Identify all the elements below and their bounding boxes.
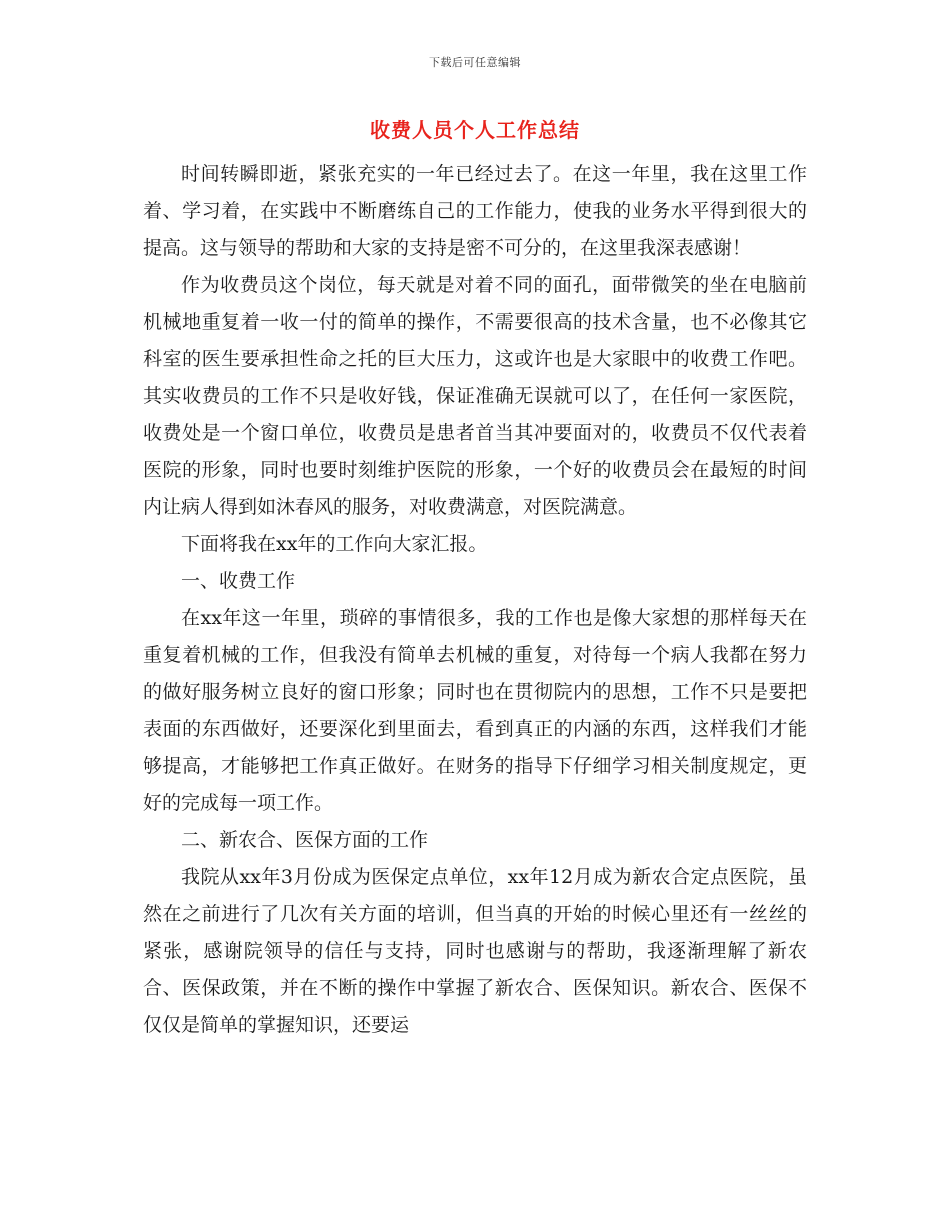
header-note: 下载后可任意编辑	[429, 56, 521, 69]
paragraph-report-intro: 下面将我在xx年的工作向大家汇报。	[181, 533, 488, 555]
paragraph-section-2: 我院从xx年3月份成为医保定点单位，xx年12月成为新农合定点医院，虽然在之前进行了几次有关方面的培训，但当真的开始的时候心里还有一丝丝的紧张，感谢院领导的信任与支持，同时也感谢与的帮助，我逐渐理解了新农合、医保政策，并在不断的操作中掌握了新农合、医保知识。新农合、医保不仅仅是简单的掌握知识，还要运	[143, 866, 807, 1036]
section-heading-1: 一、收费工作	[181, 570, 296, 592]
paragraph-section-1: 在xx年这一年里，琐碎的事情很多，我的工作也是像大家想的那样每天在重复着机械的工作，但我没有简单去机械的重复，对待每一个病人我都在努力的做好服务树立良好的窗口形象；同时也在贯彻院内的思想，工作不只是要把表面的东西做好，还要深化到里面去，看到真正的内涵的东西，这样我们才能够提高，才能够把工作真正做好。在财务的指导下仔细学习相关制度规定，更好的完成每一项工作。	[143, 607, 807, 814]
paragraph-role: 作为收费员这个岗位，每天就是对着不同的面孔，面带微笑的坐在电脑前机械地重复着一收一付的简单的操作，不需要很高的技术含量，也不必像其它科室的医生要承担性命之托的巨大压力，这或许也是大家眼中的收费工作吧。其实收费员的工作不只是收好钱，保证准确无误就可以了，在任何一家医院，收费处是一个窗口单位，收费员是患者首当其冲要面对的，收费员不仅代表着医院的形象，同时也要时刻维护医院的形象，一个好的收费员会在最短的时间内让病人得到如沐春风的服务，对收费满意，对医院满意。	[143, 274, 807, 518]
document-body	[143, 156, 807, 1044]
paragraph-intro: 时间转瞬即逝，紧张充实的一年已经过去了。在这一年里，我在这里工作着、学习着，在实践中不断磨练自己的工作能力，使我的业务水平得到很大的提高。这与领导的帮助和大家的支持是密不可分的，在这里我深表感谢！	[143, 163, 807, 259]
section-heading-2: 二、新农合、医保方面的工作	[181, 829, 429, 851]
document-title: 收费人员个人工作总结	[370, 118, 580, 142]
